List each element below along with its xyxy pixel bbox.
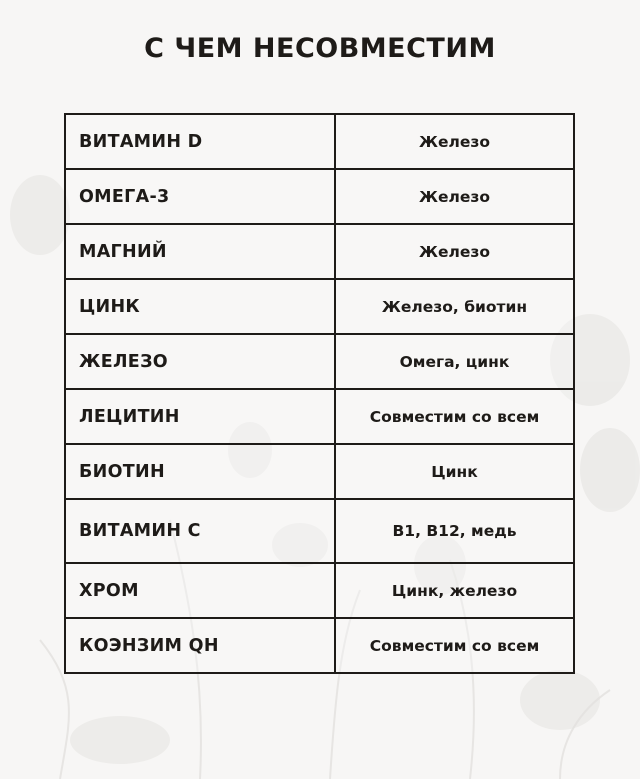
- incompatibility-table: [64, 113, 575, 674]
- supplement-name: ВИТАМИН D: [65, 114, 335, 169]
- supplement-name: ОМЕГА-3: [65, 169, 335, 224]
- supplement-name: ЦИНК: [65, 279, 335, 334]
- incompatible-with: Железо: [335, 169, 574, 224]
- incompatible-with: Совместим со всем: [335, 618, 574, 673]
- table-row: [65, 114, 574, 169]
- supplement-name: ЛЕЦИТИН: [65, 389, 335, 444]
- supplement-name: ВИТАМИН С: [65, 499, 335, 563]
- table-row: [65, 618, 574, 673]
- supplement-name: ЖЕЛЕЗО: [65, 334, 335, 389]
- incompatible-with: Железо: [335, 224, 574, 279]
- incompatible-with: Цинк, железо: [335, 563, 574, 618]
- supplement-name: ХРОМ: [65, 563, 335, 618]
- table-row: [65, 334, 574, 389]
- page-title: С ЧЕМ НЕСОВМЕСТИМ: [144, 33, 496, 64]
- table-row: [65, 389, 574, 444]
- incompatible-with: Цинк: [335, 444, 574, 499]
- incompatible-with: Железо: [335, 114, 574, 169]
- incompatible-with: Омега, цинк: [335, 334, 574, 389]
- table-row: [65, 169, 574, 224]
- supplement-name: МАГНИЙ: [65, 224, 335, 279]
- incompatible-with: Совместим со всем: [335, 389, 574, 444]
- incompatible-with: B1, B12, медь: [335, 499, 574, 563]
- table-row: [65, 224, 574, 279]
- table-row: [65, 563, 574, 618]
- supplement-name: КОЭНЗИМ QH: [65, 618, 335, 673]
- supplement-name: БИОТИН: [65, 444, 335, 499]
- table-row: [65, 499, 574, 563]
- table-row: [65, 444, 574, 499]
- table-row: [65, 279, 574, 334]
- incompatible-with: Железо, биотин: [335, 279, 574, 334]
